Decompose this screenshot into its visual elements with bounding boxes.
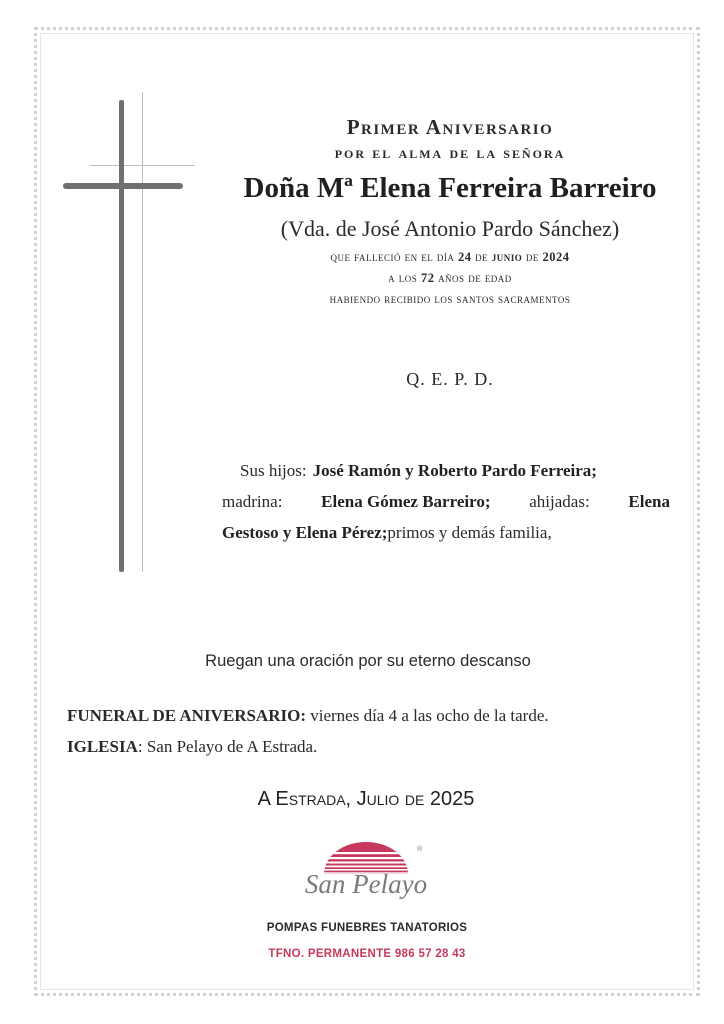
family-line-1 (222, 455, 670, 486)
deceased-name: Doña Mª Elena Ferreira Barreiro (243, 172, 657, 204)
age-suffix: años de edad (434, 271, 512, 285)
death-date-line (230, 250, 670, 265)
family-line-2 (222, 486, 670, 517)
family-goddaughters-label: ahijadas: (529, 492, 590, 511)
san-pelayo-logo (296, 836, 436, 916)
family-godmother-label: madrina: (222, 492, 283, 511)
family-line-3 (222, 517, 670, 548)
sacraments-line: habiendo recibido los santos sacramentos (329, 292, 571, 306)
family-paragraph (222, 455, 670, 548)
family-children-names: José Ramón y Roberto Pardo Ferreira; (312, 461, 597, 480)
age-value: 72 (420, 271, 435, 285)
church-details: : San Pelayo de A Estrada. (137, 737, 318, 756)
funeral-info (67, 706, 549, 726)
prayer-request: Ruegan una oración por su eterno descanso (205, 652, 531, 670)
place-and-date: A Estrada, Julio de 2025 (257, 788, 475, 810)
church-label: IGLESIA (67, 737, 138, 756)
church-info (67, 737, 317, 757)
family-goddaughters-name-end: Gestoso y Elena Pérez; (222, 523, 388, 542)
family-goddaughters-name-start: Elena (628, 492, 670, 511)
company-tagline: POMPAS FUNEBRES TANATORIOS (266, 922, 468, 934)
funeral-details: viernes día 4 a las ocho de la tarde. (305, 706, 549, 725)
registered-mark-icon: ® (417, 846, 423, 853)
death-year: 2024 (542, 250, 570, 264)
cross-horizontal-shadow (90, 165, 195, 166)
cross-horizontal-bar (63, 183, 183, 189)
family-children-label: Sus hijos: (240, 461, 307, 480)
funeral-label: FUNERAL DE ANIVERSARIO: (67, 706, 306, 725)
family-godmother-name: Elena Gómez Barreiro; (321, 492, 491, 511)
widow-of-line: (Vda. de José Antonio Pardo Sánchez) (280, 216, 620, 241)
family-others: primos y demás familia, (387, 523, 552, 542)
company-phone: TFNO. PERMANENTE 986 57 28 43 (268, 948, 466, 960)
death-prefix: que falleció en el día (330, 250, 458, 264)
cross-vertical-shadow (142, 92, 143, 572)
cross-vertical-bar (119, 100, 124, 572)
notice-title: Primer Aniversario (346, 115, 554, 139)
death-day: 24 (457, 250, 472, 264)
qepd-text: Q. E. P. D. (406, 369, 494, 389)
notice-subtitle: por el alma de la señora (334, 143, 566, 162)
death-mid: de (471, 250, 492, 264)
logo-wordmark: San Pelayo (304, 869, 428, 899)
age-line (230, 271, 670, 286)
age-prefix: a los (388, 271, 421, 285)
death-mid2: de (522, 250, 543, 264)
death-month: junio (491, 250, 523, 264)
